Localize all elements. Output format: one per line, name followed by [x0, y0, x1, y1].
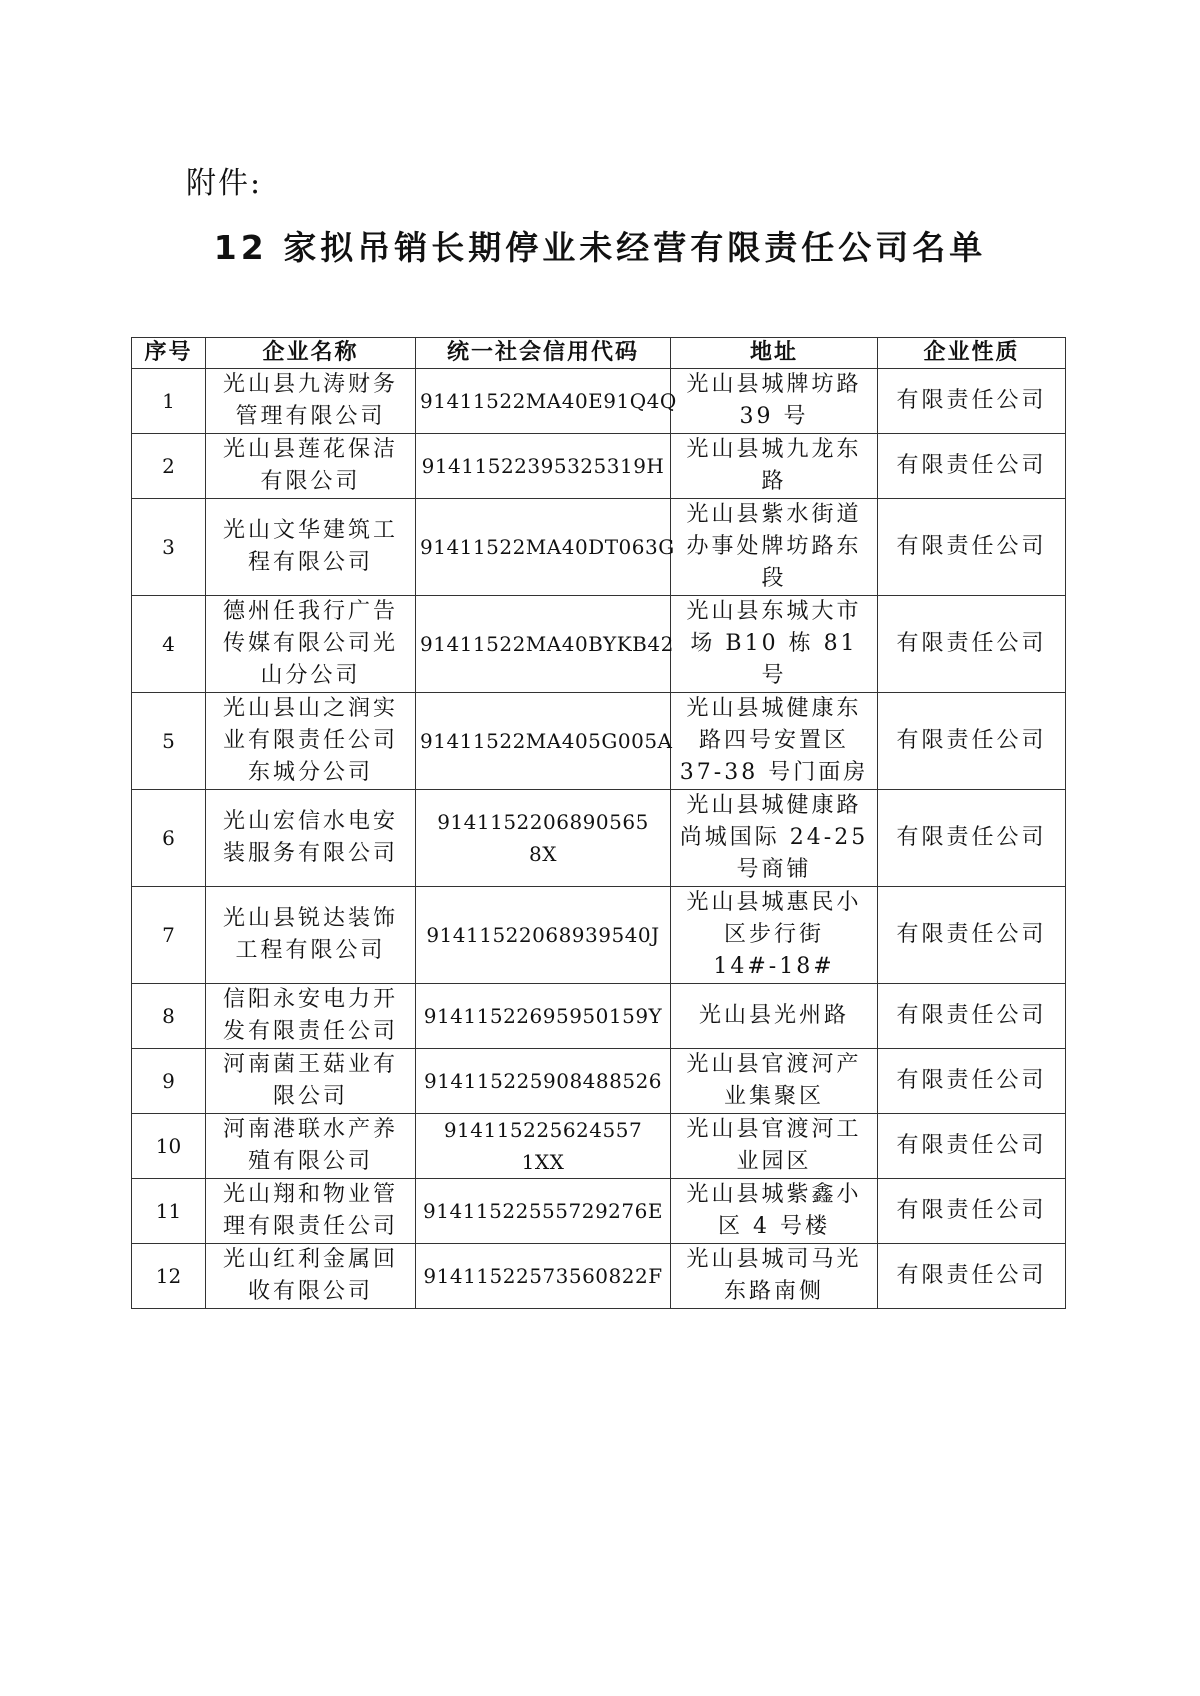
address-cell-line: 光山县城健康路 [686, 793, 862, 818]
table-row [132, 790, 1066, 887]
address-cell-line: 场 B10 栋 81 号 [690, 631, 858, 688]
company-name-cell-line: 信阳永安电力开 [222, 987, 398, 1012]
address-cell [671, 499, 878, 596]
address-cell-line: 路四号安置区 [698, 728, 849, 753]
row-number: 1 [132, 369, 206, 434]
address-cell-line: 37-38 号门面房 [679, 760, 869, 785]
header-address: 地址 [671, 338, 878, 369]
address-cell-line: 光山县光州路 [698, 1003, 849, 1028]
address-cell [671, 369, 878, 434]
company-type-cell: 有限责任公司 [878, 499, 1066, 596]
row-number: 4 [132, 596, 206, 693]
table-header-row [132, 338, 1066, 369]
company-name-cell-line: 光山宏信水电安 [222, 809, 398, 834]
company-name-cell [206, 1244, 416, 1309]
table-row [132, 369, 1066, 434]
address-cell-line: 光山县紫水街道 [686, 502, 862, 527]
company-type-cell: 有限责任公司 [878, 1114, 1066, 1179]
row-number: 10 [132, 1114, 206, 1179]
header-no: 序号 [132, 338, 206, 369]
company-name-cell [206, 1179, 416, 1244]
row-number: 12 [132, 1244, 206, 1309]
address-cell [671, 887, 878, 984]
row-number: 9 [132, 1049, 206, 1114]
credit-code-cell: 91411522MA40E91Q4Q [416, 369, 671, 434]
table-row [132, 1179, 1066, 1244]
row-number: 8 [132, 984, 206, 1049]
company-name-cell-line: 传媒有限公司光 [222, 631, 398, 656]
address-cell-line: 办事处牌坊路东 [686, 534, 862, 559]
credit-code-cell: 91411522MA405G005A [416, 693, 671, 790]
company-name-cell-line: 光山红利金属回 [222, 1247, 398, 1272]
company-name-cell-line: 山分公司 [260, 663, 361, 688]
header-credit-code: 统一社会信用代码 [416, 338, 671, 369]
company-name-cell-line: 限公司 [272, 1084, 348, 1109]
credit-code-cell: 91411522MA40BYKB42 [416, 596, 671, 693]
address-cell-line: 光山县东城大市 [686, 599, 862, 624]
credit-code-cell: 91411522695950159Y [416, 984, 671, 1049]
table-row [132, 693, 1066, 790]
header-company-type: 企业性质 [878, 338, 1066, 369]
table-row [132, 434, 1066, 499]
table-row [132, 596, 1066, 693]
row-number: 11 [132, 1179, 206, 1244]
table-row [132, 1049, 1066, 1114]
table-row [132, 1244, 1066, 1309]
credit-code-cell: 91411522395325319H [416, 434, 671, 499]
company-name-cell-line: 东城分公司 [247, 760, 373, 785]
company-name-cell-line: 殖有限公司 [247, 1149, 373, 1174]
company-type-cell: 有限责任公司 [878, 369, 1066, 434]
address-cell-line: 尚城国际 24-25 [679, 825, 869, 850]
credit-code-cell: 914115225908488526 [416, 1049, 671, 1114]
address-cell [671, 984, 878, 1049]
table-row [132, 984, 1066, 1049]
attachment-label: 附件: [186, 166, 263, 201]
company-name-cell [206, 369, 416, 434]
credit-code-cell: 9141152206890565 8X [416, 790, 671, 887]
address-cell-line: 路 [761, 469, 787, 494]
company-name-cell-line: 装服务有限公司 [222, 841, 398, 866]
company-name-cell-line: 光山县山之润实 [222, 696, 398, 721]
table-body [132, 369, 1066, 1309]
document-title: 12 家拟吊销长期停业未经营有限责任公司名单 [213, 228, 987, 267]
address-cell-line: 39 号 [739, 404, 809, 429]
address-cell [671, 1114, 878, 1179]
company-type-cell: 有限责任公司 [878, 790, 1066, 887]
row-number: 6 [132, 790, 206, 887]
company-name-cell [206, 499, 416, 596]
company-name-cell [206, 984, 416, 1049]
company-type-cell: 有限责任公司 [878, 984, 1066, 1049]
company-name-cell-line: 业有限责任公司 [222, 728, 398, 753]
company-name-cell-line: 有限公司 [260, 469, 361, 494]
company-type-cell: 有限责任公司 [878, 434, 1066, 499]
company-name-cell-line: 管理有限公司 [235, 404, 386, 429]
company-name-cell-line: 工程有限公司 [235, 938, 386, 963]
company-name-cell-line: 收有限公司 [247, 1279, 373, 1304]
company-name-cell [206, 596, 416, 693]
address-cell-line: 号商铺 [736, 857, 812, 882]
address-cell [671, 1244, 878, 1309]
address-cell-line: 光山县城紫鑫小 [686, 1182, 862, 1207]
address-cell [671, 1179, 878, 1244]
company-type-cell: 有限责任公司 [878, 887, 1066, 984]
address-cell-line: 区 4 号楼 [718, 1214, 830, 1239]
address-cell [671, 1049, 878, 1114]
address-cell [671, 434, 878, 499]
credit-code-cell: 91411522573560822F [416, 1244, 671, 1309]
company-type-cell: 有限责任公司 [878, 596, 1066, 693]
address-cell-line: 光山县城牌坊路 [686, 372, 862, 397]
row-number: 7 [132, 887, 206, 984]
header-company-name: 企业名称 [206, 338, 416, 369]
address-cell-line: 光山县官渡河产 [686, 1052, 862, 1077]
company-name-cell [206, 434, 416, 499]
company-type-cell: 有限责任公司 [878, 1244, 1066, 1309]
address-cell [671, 790, 878, 887]
table-row [132, 887, 1066, 984]
row-number: 3 [132, 499, 206, 596]
company-name-cell [206, 1114, 416, 1179]
company-list-table [131, 337, 1066, 1309]
company-name-cell-line: 发有限责任公司 [222, 1019, 398, 1044]
company-name-cell-line: 河南港联水产养 [222, 1117, 398, 1142]
credit-code-cell: 91411522555729276E [416, 1179, 671, 1244]
company-name-cell [206, 790, 416, 887]
company-name-cell [206, 887, 416, 984]
address-cell-line: 光山县官渡河工 [686, 1117, 862, 1142]
address-cell-line: 业园区 [736, 1149, 812, 1174]
company-type-cell: 有限责任公司 [878, 1049, 1066, 1114]
credit-code-cell: 914115225624557 1XX [416, 1114, 671, 1179]
company-name-cell-line: 德州任我行广告 [222, 599, 398, 624]
table-row [132, 1114, 1066, 1179]
address-cell [671, 596, 878, 693]
company-name-cell-line: 光山县莲花保洁 [222, 437, 398, 462]
company-type-cell: 有限责任公司 [878, 693, 1066, 790]
address-cell-line: 东路南侧 [723, 1279, 824, 1304]
company-name-cell-line: 光山文华建筑工 [222, 518, 398, 543]
address-cell-line: 光山县城健康东 [686, 696, 862, 721]
credit-code-cell: 91411522MA40DT063G [416, 499, 671, 596]
address-cell-line: 业集聚区 [723, 1084, 824, 1109]
company-name-cell-line: 光山县九涛财务 [222, 372, 398, 397]
company-type-cell: 有限责任公司 [878, 1179, 1066, 1244]
company-name-cell-line: 理有限责任公司 [222, 1214, 398, 1239]
company-name-cell [206, 693, 416, 790]
company-name-cell-line: 河南菌王菇业有 [222, 1052, 398, 1077]
row-number: 5 [132, 693, 206, 790]
address-cell-line: 14#-18# [713, 954, 835, 979]
address-cell [671, 693, 878, 790]
address-cell-line: 光山县城九龙东 [686, 437, 862, 462]
row-number: 2 [132, 434, 206, 499]
credit-code-cell: 91411522068939540J [416, 887, 671, 984]
address-cell-line: 段 [761, 566, 787, 591]
address-cell-line: 区步行街 [723, 922, 824, 947]
company-name-cell [206, 1049, 416, 1114]
table-row [132, 499, 1066, 596]
company-name-cell-line: 程有限公司 [247, 550, 373, 575]
address-cell-line: 光山县城司马光 [686, 1247, 862, 1272]
address-cell-line: 光山县城惠民小 [686, 890, 862, 915]
company-name-cell-line: 光山翔和物业管 [222, 1182, 398, 1207]
company-name-cell-line: 光山县锐达装饰 [222, 906, 398, 931]
